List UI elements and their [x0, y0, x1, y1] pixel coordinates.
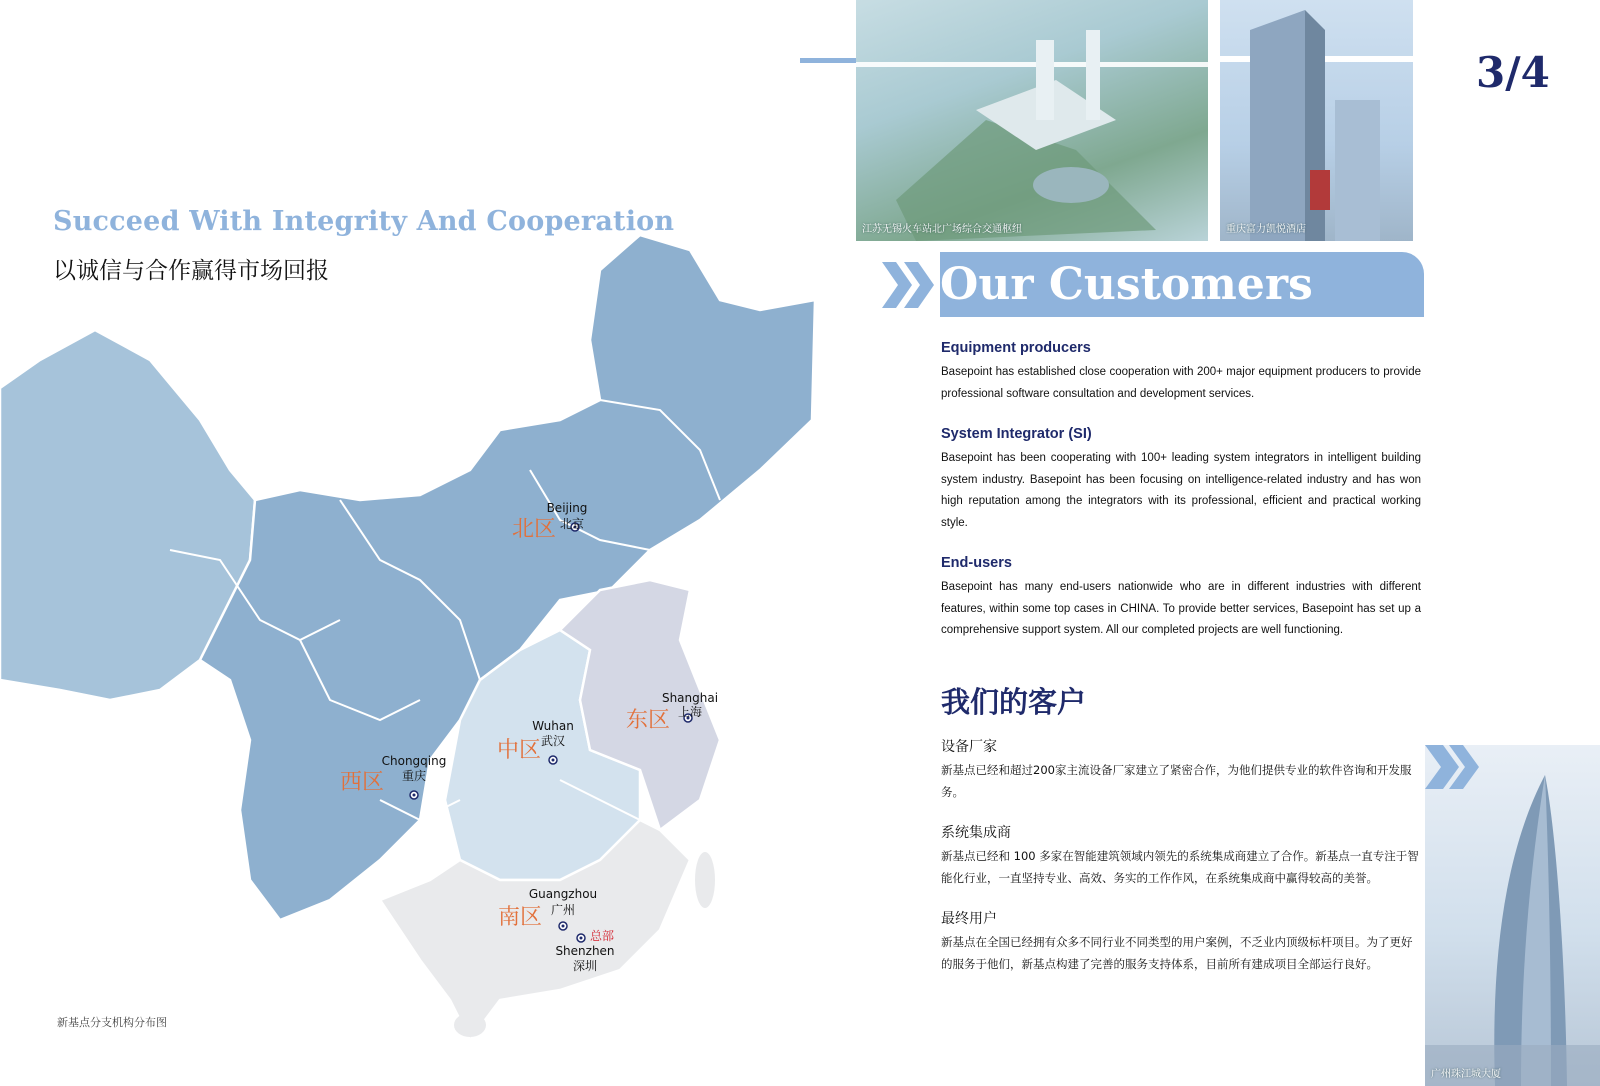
headline-chinese: 以诚信与合作赢得市场回报 — [53, 258, 329, 284]
section-body: Basepoint has established close cooperation with 200+ major equipment producers to provide professional software consultation and development services. — [941, 366, 1421, 400]
customers-title-chinese: 我们的客户 — [941, 685, 1087, 719]
city-label-wuhan-en: Wuhan — [532, 719, 574, 733]
region-label-north: 北区 — [512, 517, 557, 542]
region-label-south: 南区 — [498, 905, 543, 930]
section-body: Basepoint has many end-users nationwide who are in different industries with different features, within some top cases in CHINA. To provide better services, Basepoint has set up a comprehensive support system. All our completed projects are well functioning. — [941, 581, 1421, 637]
cn-section-body: 新基点已经和超过200家主流设备厂家建立了紧密合作，为他们提供专业的软件咨询和开发服务。 — [941, 763, 1412, 799]
china-branch-map — [0, 220, 840, 1050]
cn-section-heading: 设备厂家 — [941, 739, 997, 755]
city-label-beijing-cn: 北京 — [559, 517, 585, 531]
hq-label: 总部 — [590, 929, 615, 943]
photo-accent-line — [800, 58, 856, 63]
photo-pearl-river-tower — [1425, 745, 1600, 1086]
region-label-west: 西区 — [340, 770, 385, 795]
cn-section-body: 新基点在全国已经拥有众多不同行业不同类型的用户案例，不乏业内顶级标杆项目。为了更好的服务于他们，新基点构建了完善的服务支持体系，目前所有建成项目全部运行良好。 — [941, 935, 1413, 971]
photo-caption-station: 江苏无锡火车站北广场综合交通枢纽 — [862, 224, 1022, 235]
station-rendering-illustration — [856, 0, 1208, 241]
city-label-chongqing-en: Chongqing — [381, 754, 447, 768]
city-label-guangzhou-cn: 广州 — [550, 903, 576, 917]
map-island-hainan — [454, 1013, 486, 1037]
cn-section-heading: 系统集成商 — [941, 825, 1011, 841]
photo-caption-tower: 广州珠江城大厦 — [1431, 1069, 1501, 1080]
city-label-chongqing-cn: 重庆 — [401, 769, 427, 783]
city-label-wuhan-cn: 武汉 — [540, 734, 566, 748]
headline-english: Succeed With Integrity And Cooperation — [53, 206, 675, 237]
city-label-beijing-en: Beijing — [546, 501, 588, 515]
city-label-shenzhen-en: Shenzhen — [555, 944, 615, 958]
section-heading: Equipment producers — [941, 340, 1091, 356]
section-heading: End-users — [941, 555, 1012, 571]
section-end-users — [941, 555, 1421, 642]
customers-banner — [882, 252, 1424, 317]
customers-title: Our Customers — [940, 259, 1313, 310]
cn-section-integrator — [941, 822, 1421, 889]
city-label-guangzhou-en: Guangzhou — [528, 887, 598, 901]
photo-wuxi-station — [856, 0, 1208, 241]
map-island-taiwan — [695, 852, 715, 908]
chevron-right-icon — [882, 252, 942, 317]
section-system-integrator — [941, 426, 1421, 534]
section-equipment-producers — [941, 340, 1421, 405]
cn-section-body: 新基点已经和 100 多家在智能建筑领域内领先的系统集成商建立了合作。新基点一直专注于智能化行业，一直坚持专业、高效、务实的工作作风，在系统集成商中赢得较高的美誉。 — [941, 849, 1419, 885]
map-caption: 新基点分支机构分布图 — [57, 1016, 167, 1029]
region-label-east: 东区 — [626, 708, 671, 733]
region-label-central: 中区 — [497, 738, 542, 763]
city-label-shanghai-en: Shanghai — [661, 691, 719, 705]
page-number: 3/4 — [1476, 48, 1550, 97]
cn-section-equipment — [941, 736, 1421, 803]
section-body: Basepoint has been cooperating with 100+ leading system integrators in intelligent building system industry. Basepoint has been focusing on intelligence-related industry and has won high reputation among the integrators with its professional, efficient and practical working style. — [941, 452, 1421, 529]
hotel-tower-illustration — [1220, 0, 1413, 241]
photo-caption-hotel: 重庆富力凯悦酒店 — [1226, 224, 1306, 235]
city-label-shenzhen-cn: 深圳 — [572, 959, 598, 973]
cn-section-end-users — [941, 908, 1421, 975]
tower-illustration — [1425, 745, 1600, 1086]
city-label-shanghai-cn: 上海 — [677, 705, 703, 719]
section-heading: System Integrator (SI) — [941, 426, 1092, 442]
cn-section-heading: 最终用户 — [941, 911, 997, 927]
photo-chongqing-hotel — [1220, 0, 1413, 241]
